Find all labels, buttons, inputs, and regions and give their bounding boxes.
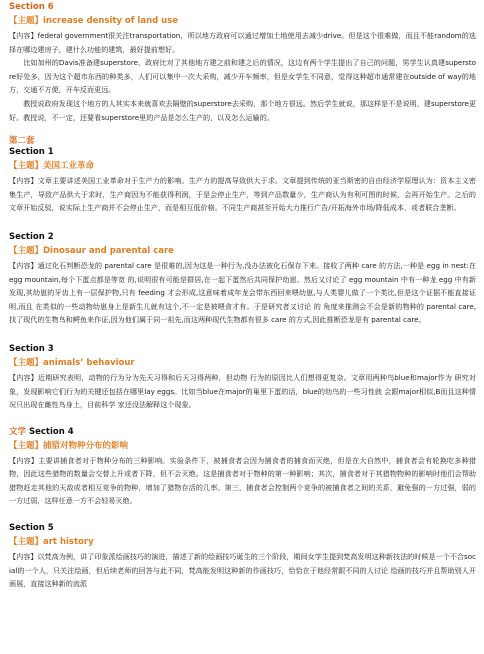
section-2 <box>9 232 476 327</box>
section-heading: Section 1 <box>9 147 54 158</box>
section-topic: 【主题】increase density of land use <box>9 16 179 26</box>
section-topic: 【主题】Dinosaur and parental care <box>9 245 174 256</box>
section-topic: 【主题】美国工业革命 <box>9 161 95 172</box>
section-paragraph: 【内容】通过化石判断恐龙的 parental care 是很难的,因为这是一种行为,没办法被化石保存下来。接收了两种 care 的方法,一种是 egg in nest:在 egg mountain,每个下蛋点都是等宽 的,说明很有可能是群居,在一起下蛋然后共同保护幼崽。然后又讨论了 egg mountain 中有一种龙 egg 中有新发现,其幼崽的牙齿上有一层保护物,只有 feeding 才会形成,这意味着成年龙会带东西回来喂幼崽,与人类婴儿做了一个类比,但是这个证据不能直接证明,而且 在类似的一些动物幼崽身上是新生儿就有这个,不一定是被喂食才有。于是研究者又讨论 的 角度来推测会不会是新的物种的 parental care,找了现代的生物鸟和鳄鱼来作证,因为他们属于同一祖先,而这两种现代生物都有很多 care 的方式,因此推断恐龙是有 parental care。 <box>9 260 476 325</box>
section-4 <box>9 427 476 508</box>
second-set-label: 第二套 <box>9 136 35 147</box>
section-heading <box>9 427 476 438</box>
section-topic: 【主题】捕猎对物种分布的影响 <box>9 440 129 451</box>
section-heading: Section 6 <box>9 2 54 12</box>
section-paragraph: 【内容】主要讲捕食者对于物种分布的三种影响。实验条件下，被捕食者会因为捕食者的捕食而灭绝，但是在大自然中，捕食者会有轮换吃多种猎物，因此这些猎物的数量会交替上升或者下降，但不会灭绝。这是捕食者对于物种的第一种影响；其次，捕食者对于其猎物物种的影响时他们会帮助猎物赶走其他的天敌或者相互竞争的物种，增加了猎物存活的几率。第三，捕食者会控制两个竞争的被捕食者之间的关系，避免强的一方过强，弱的一方过弱，这样任意一方不会轻易灭绝。 <box>9 455 476 506</box>
section-paragraph: 教授说政府发现这个地方的人其实本来就喜欢去隔壁的superstore去采购，那个地方很远。然后学生就说，那这样是不是说明，建superstore更好。教授说，不一定，还要看superstore里的产品是怎么生产的，以及怎么运输的。 <box>9 98 476 122</box>
section-prefix: 文学 <box>9 426 29 437</box>
section-3 <box>9 344 476 412</box>
section-paragraph: 【内容】近期研究表明，动物的行为分为先天习得和后天习得两种，但动物 行为的原因比人们想得更复杂。文章用两种鸟blue和major作为 研究对象，发现影响它们行为的关键还包括在哪里lay eggs。比如当blue在major的巢里下蛋的话，blue的幼鸟的一些习性就 会跟major相似,B而且这种情况只出现在雌性鸟身上，目前科学 家还没法解释这个现象。 <box>9 372 476 410</box>
section-paragraph: 【内容】federal government很关注transportation，所以地方政府可以通过增加土地使用去减少drive。但是这个很难做，而且不能random的选择在哪边建房子，建什么功能的建筑，最好提前想好。 <box>9 31 476 54</box>
section-heading-text: Section 4 <box>28 426 74 437</box>
section-1 <box>9 147 476 215</box>
section-5 <box>9 523 476 591</box>
section-heading: Section 3 <box>9 343 54 354</box>
section-topic: 【主题】art history <box>9 537 94 548</box>
section-heading: Section 5 <box>9 523 54 534</box>
section-paragraph: 比如加州的Davis准备建superstore，政府比对了其他地方建之前和建之后的情况，这边有两个学生提出了自己的问题，男学生认真建superstore好处多，因为这个超市东西的种类多，人们可以集中一次大采购，减少开车频率，但是女学生不同意，觉得这种超市通常建在outside of way的地方，交通不方便，开车反而更远。 <box>9 58 476 95</box>
section-topic: 【主题】animals’ behaviour <box>9 357 135 368</box>
section-heading: Section 2 <box>9 231 54 242</box>
section-6 <box>9 2 476 124</box>
section-paragraph: 【内容】以梵高为例，讲了印象派绘画技巧的演进，描述了新的绘画技巧诞生的三个阶段，期间女学生提到梵高发明这种新技法的时候是一个不合social的一个人，只关注绘画，但后续老师的回答与此不同，梵高能发明这种新的作画技巧，恰恰在于他经常跟不同的人讨论 绘画的技巧并且帮助别人开画展，直接这种新的流派 <box>9 552 476 589</box>
section-paragraph: 【内容】文章主要讲述美国工业革命对于生产力的影响。生产力的提高导致供大于求。文章提到传统的亚当斯密的自由经济学原理认为：资本主义密集生产，导致产品供大于求时，生产商因为不能获得利润，于是会停止生产，等到产品数量少，生产商认为有利可图的时候，会再开始生产。之后的文章开始反驳，说实际上生产商并不会停止生产，而是相互低价格。不同生产商甚至开始大力推行广告/开拓海外市场/降低成本，或者联合垄断。 <box>9 176 476 213</box>
